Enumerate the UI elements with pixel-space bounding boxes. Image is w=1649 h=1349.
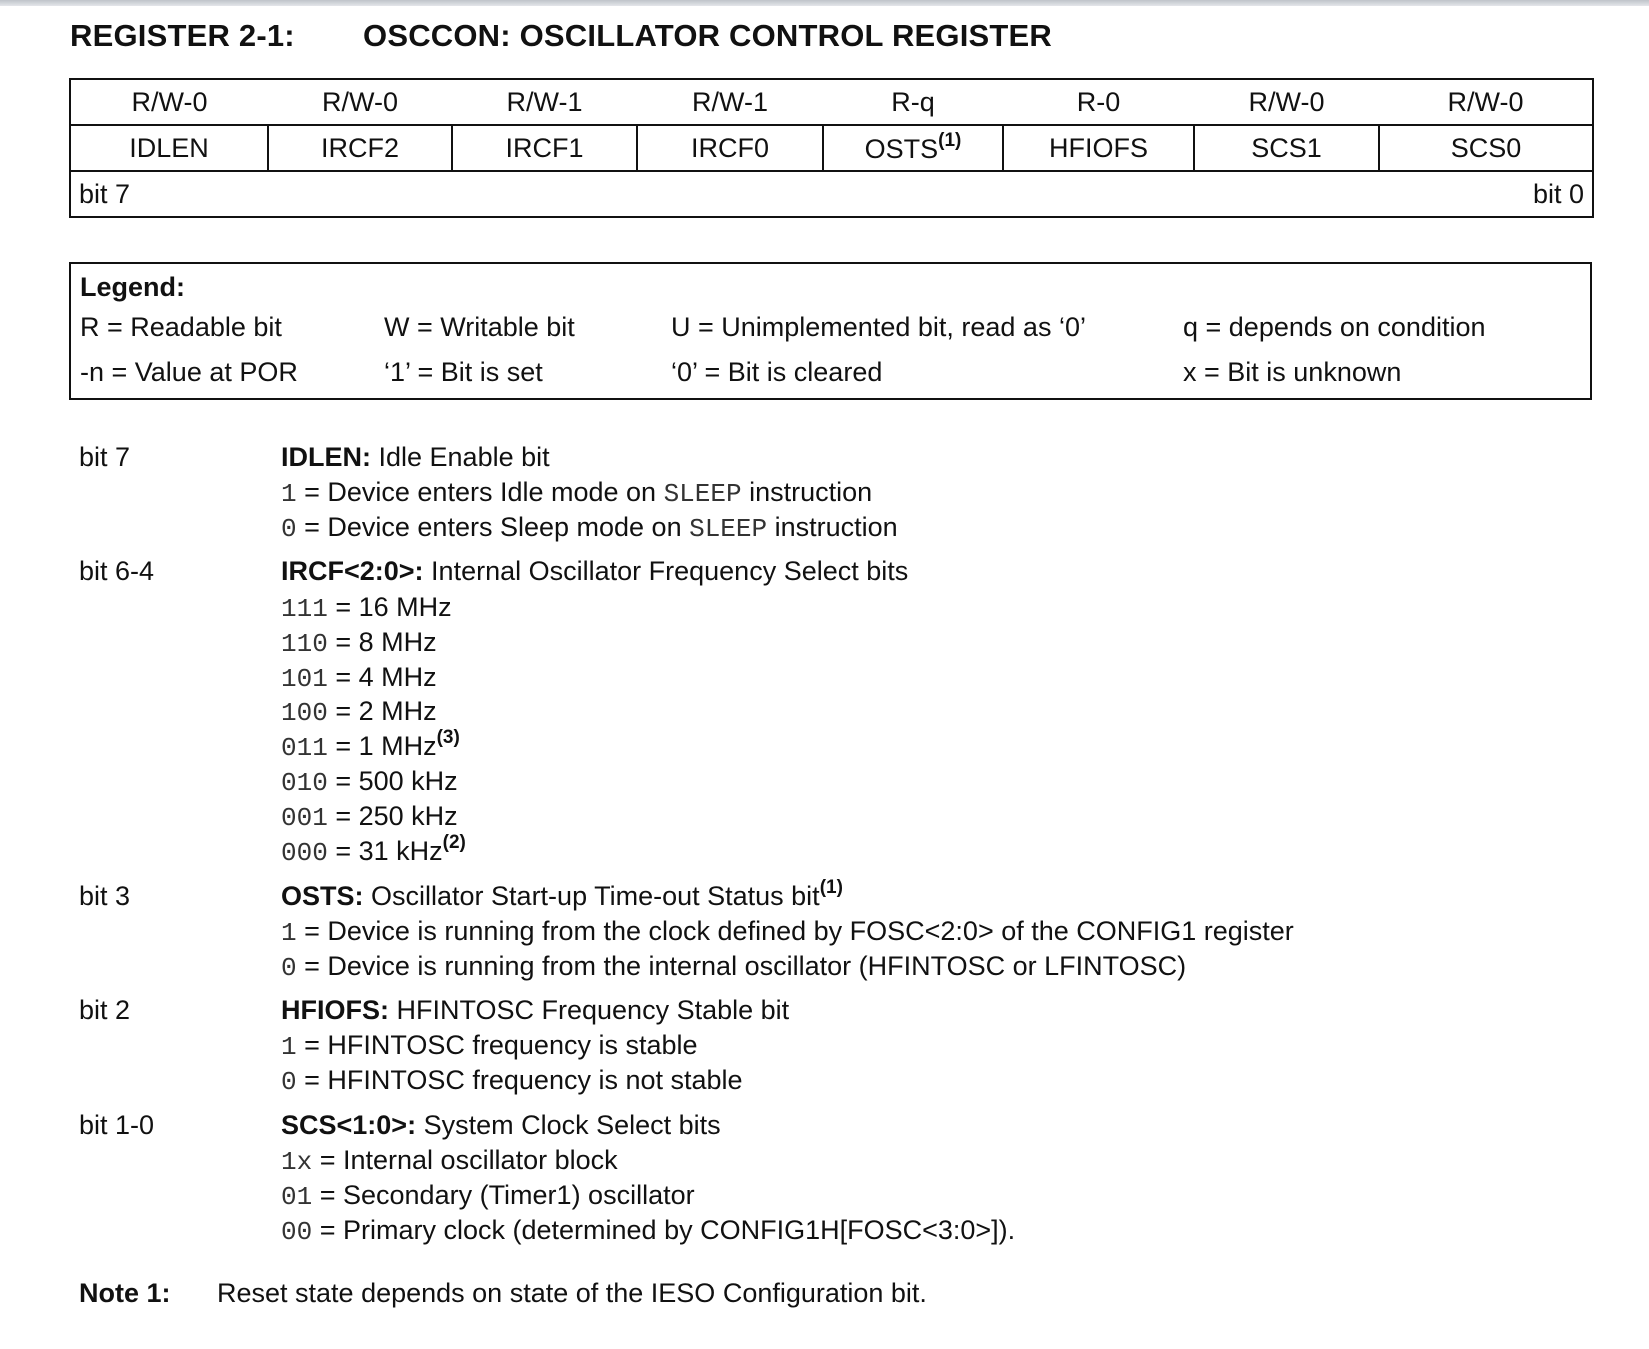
bit-heading: HFIOFS: HFINTOSC Frequency Stable bit <box>281 995 790 1025</box>
footnote-ref: (3) <box>436 727 460 748</box>
bit-heading: IRCF<2:0>: Internal Oscillator Frequency Select bits <box>281 556 909 586</box>
bit-msb-label: bit 7 <box>79 178 131 209</box>
legend-n: -n = Value at POR <box>80 357 298 387</box>
bit-value-line: 011 = 1 MHz$^{(3)}$ <box>281 727 460 763</box>
bit-label: bit 7 <box>79 442 131 472</box>
legend-w: W = Writable bit <box>384 312 575 342</box>
note-text: Reset state depends on state of the IESO Configuration bit. <box>217 1278 927 1308</box>
access-cell: R/W-1 <box>452 79 637 125</box>
bit-name-cell: IRCF0 <box>637 125 823 171</box>
legend-u: U = Unimplemented bit, read as ‘0’ <box>671 312 1086 342</box>
footnote-ref: (1) <box>938 129 962 151</box>
bit-name-row <box>70 125 1593 171</box>
bit-name-cell: HFIOFS <box>1003 125 1194 171</box>
legend-heading: Legend: <box>80 272 185 302</box>
bit-name-cell: SCS0 <box>1379 125 1593 171</box>
legend-one: ‘1’ = Bit is set <box>384 357 543 387</box>
legend-r: R = Readable bit <box>80 312 282 342</box>
bit-value-line: 0 = Device enters Sleep mode on SLEEP instruction <box>281 512 898 544</box>
register-bit-table <box>69 78 1594 218</box>
bit-value-line: 010 = 500 kHz <box>281 766 458 798</box>
bit-value-line: 1 = HFINTOSC frequency is stable <box>281 1030 698 1062</box>
access-cell: R/W-1 <box>637 79 823 125</box>
bit-value-line: 000 = 31 kHz$^{(2)}$ <box>281 832 466 868</box>
bit-value-line: 1 = Device is running from the clock defined by FOSC<2:0> of the CONFIG1 register <box>281 916 1294 948</box>
bit-heading: IDLEN: Idle Enable bit <box>281 442 550 472</box>
bit-lsb-label: bit 0 <box>1532 178 1584 209</box>
legend-q: q = depends on condition <box>1183 312 1486 342</box>
register-number: REGISTER 2-1: <box>70 18 295 53</box>
footnote-ref: (2) <box>442 832 466 853</box>
access-cell: R-0 <box>1003 79 1194 125</box>
bit-value-line: 1x = Internal oscillator block <box>281 1145 618 1177</box>
bit-value-line: 101 = 4 MHz <box>281 662 437 694</box>
bit-position-row <box>70 171 1593 217</box>
bit-label: bit 1-0 <box>79 1110 155 1140</box>
access-cell: R/W-0 <box>1194 79 1379 125</box>
bit-name-cell-osts <box>823 125 1003 171</box>
bit-name-cell: IRCF1 <box>452 125 637 171</box>
legend-x: x = Bit is unknown <box>1183 357 1402 387</box>
note-1 <box>79 1278 927 1309</box>
bit-value-line: 00 = Primary clock (determined by CONFIG1H[FOSC<3:0>]). <box>281 1215 1016 1247</box>
bit-name-cell: IRCF2 <box>268 125 452 171</box>
bit-name: OSTS <box>864 133 939 164</box>
register-title <box>70 18 1052 54</box>
access-cell: R/W-0 <box>268 79 452 125</box>
bit-value-line: 001 = 250 kHz <box>281 801 458 833</box>
bit-heading: OSTS: Oscillator Start-up Time-out Status bit$^{(1)}$ <box>281 877 843 911</box>
bit-value-line: 111 = 16 MHz <box>281 592 452 624</box>
access-cell: R/W-0 <box>1379 79 1593 125</box>
bit-label: bit 6-4 <box>79 556 155 586</box>
footnote-ref: (1) <box>819 877 843 898</box>
register-name: OSCCON: OSCILLATOR CONTROL REGISTER <box>363 18 1053 53</box>
legend-box <box>69 262 1592 400</box>
bit-value-line: 0 = HFINTOSC frequency is not stable <box>281 1065 743 1097</box>
bit-value-line: 100 = 2 MHz <box>281 696 437 728</box>
bit-label: bit 2 <box>79 995 131 1025</box>
access-cell: R/W-0 <box>70 79 268 125</box>
bit-value-line: 110 = 8 MHz <box>281 627 437 659</box>
access-cell: R-q <box>823 79 1003 125</box>
window-top-edge <box>0 0 1649 6</box>
bit-value-line: 0 = Device is running from the internal oscillator (HFINTOSC or LFINTOSC) <box>281 951 1187 983</box>
bit-name-cell: SCS1 <box>1194 125 1379 171</box>
bit-heading: SCS<1:0>: System Clock Select bits <box>281 1110 721 1140</box>
bit-value-line: 1 = Device enters Idle mode on SLEEP instruction <box>281 477 873 509</box>
access-row <box>70 79 1593 125</box>
bit-name-cell: IDLEN <box>70 125 268 171</box>
bit-label: bit 3 <box>79 881 131 911</box>
note-label: Note 1: <box>79 1278 171 1308</box>
bit-value-line: 01 = Secondary (Timer1) oscillator <box>281 1180 695 1212</box>
legend-zero: ‘0’ = Bit is cleared <box>671 357 883 387</box>
